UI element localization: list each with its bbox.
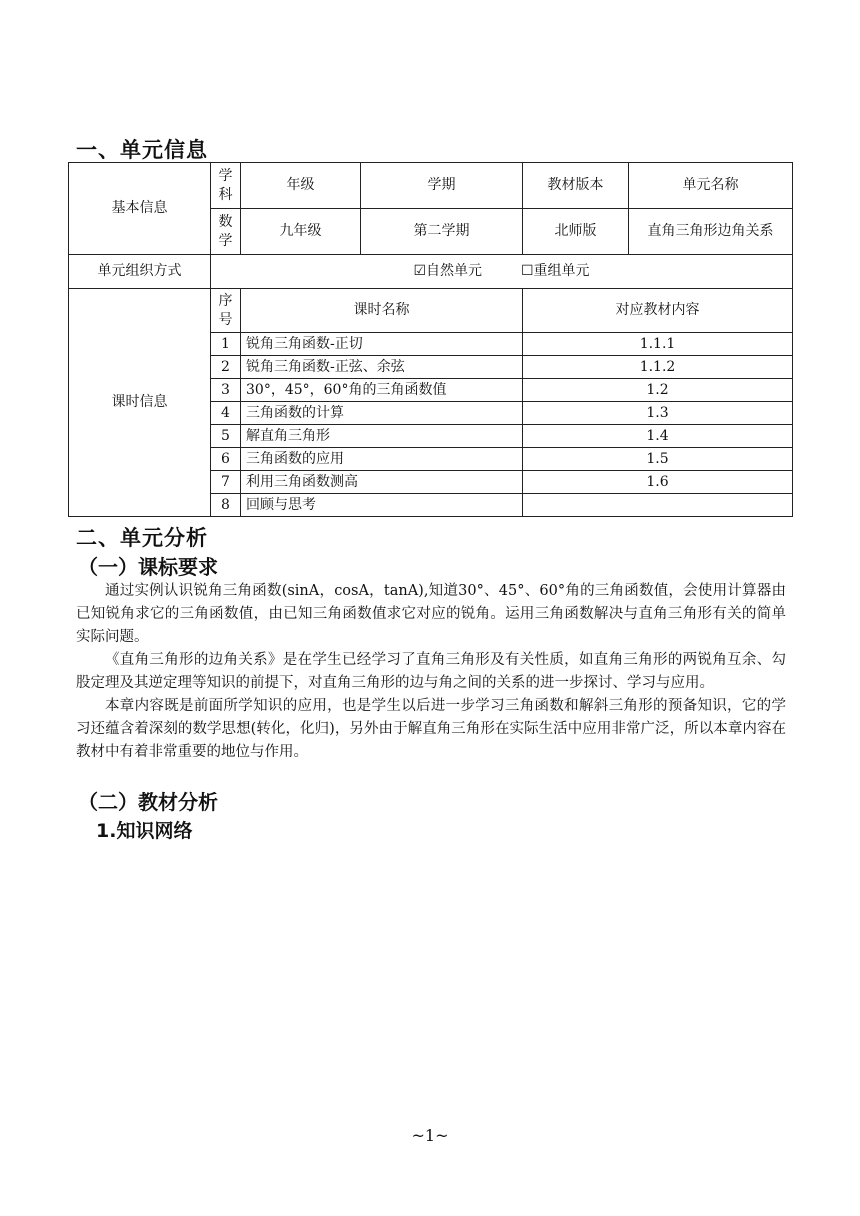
lesson-content: 1.4 bbox=[523, 425, 793, 448]
lesson-content: 1.5 bbox=[523, 448, 793, 471]
head-subject: 学科 bbox=[211, 163, 241, 209]
lesson-name: 回顾与思考 bbox=[241, 494, 523, 517]
lesson-no: 3 bbox=[211, 379, 241, 402]
lesson-content: 1.1.2 bbox=[523, 356, 793, 379]
unit-info-table bbox=[68, 162, 793, 517]
value-term: 第二学期 bbox=[361, 209, 523, 255]
lesson-content: 1.3 bbox=[523, 402, 793, 425]
lesson-no: 6 bbox=[211, 448, 241, 471]
value-edition: 北师版 bbox=[523, 209, 629, 255]
lesson-head-content: 对应教材内容 bbox=[523, 289, 793, 333]
lesson-content: 1.1.1 bbox=[523, 333, 793, 356]
value-unit-name: 直角三角形边角关系 bbox=[629, 209, 793, 255]
lesson-head-no: 序号 bbox=[211, 289, 241, 333]
lesson-no: 1 bbox=[211, 333, 241, 356]
paragraph: 通过实例认识锐角三角函数(sinA，cosA，tanA),知道30°、45°、60°角的三角函数值，会使用计算器由已知锐角求它的三角函数值，由已知三角函数值求它对应的锐角。运用三角函数解决与直角三角形有关的简单实际问题。 bbox=[76, 583, 786, 645]
subsection-title-curriculum: （一）课标要求 bbox=[78, 555, 218, 579]
lesson-no: 4 bbox=[211, 402, 241, 425]
lesson-name: 锐角三角函数-正切 bbox=[241, 333, 523, 356]
section-title-unit-analysis: 二、单元分析 bbox=[76, 526, 208, 550]
org-label: 单元组织方式 bbox=[69, 255, 211, 289]
subsection-title-textbook: （二）教材分析 bbox=[78, 790, 218, 814]
lesson-no: 5 bbox=[211, 425, 241, 448]
lesson-no: 7 bbox=[211, 471, 241, 494]
lesson-info-label: 课时信息 bbox=[69, 289, 211, 517]
lesson-content bbox=[523, 494, 793, 517]
item-knowledge-network: 1.知识网络 bbox=[96, 820, 193, 842]
lesson-name: 利用三角函数测高 bbox=[241, 471, 523, 494]
lesson-name: 三角函数的应用 bbox=[241, 448, 523, 471]
basic-info-label: 基本信息 bbox=[69, 163, 211, 255]
page-number: ~1~ bbox=[411, 1126, 449, 1145]
lesson-head-name: 课时名称 bbox=[241, 289, 523, 333]
lesson-no: 8 bbox=[211, 494, 241, 517]
lesson-name: 解直角三角形 bbox=[241, 425, 523, 448]
lesson-content: 1.6 bbox=[523, 471, 793, 494]
head-term: 学期 bbox=[361, 163, 523, 209]
value-subject: 数学 bbox=[211, 209, 241, 255]
section-title-unit-info: 一、单元信息 bbox=[76, 138, 208, 162]
lesson-content: 1.2 bbox=[523, 379, 793, 402]
lesson-name: 锐角三角函数-正弦、余弦 bbox=[241, 356, 523, 379]
paragraph: 《直角三角形的边角关系》是在学生已经学习了直角三角形及有关性质，如直角三角形的两锐角互余、勾股定理及其逆定理等知识的前提下，对直角三角形的边与角之间的关系的进一步探讨、学习与应用。 bbox=[76, 652, 786, 691]
paragraph: 本章内容既是前面所学知识的应用，也是学生以后进一步学习三角函数和解斜三角形的预备知识，它的学习还蕴含着深刻的数学思想(转化，化归)，另外由于解直角三角形在实际生活中应用非常广泛，所以本章内容在教材中有着非常重要的地位与作用。 bbox=[76, 698, 786, 760]
value-grade: 九年级 bbox=[241, 209, 361, 255]
org-options bbox=[211, 255, 793, 289]
head-grade: 年级 bbox=[241, 163, 361, 209]
lesson-name: 30°，45°，60°角的三角函数值 bbox=[241, 379, 523, 402]
lesson-no: 2 bbox=[211, 356, 241, 379]
curriculum-text bbox=[76, 580, 786, 764]
head-edition: 教材版本 bbox=[523, 163, 629, 209]
lesson-name: 三角函数的计算 bbox=[241, 402, 523, 425]
org-natural-option: ☑自然单元 bbox=[413, 263, 483, 279]
head-unit-name: 单元名称 bbox=[629, 163, 793, 209]
org-regroup-option: ☐重组单元 bbox=[520, 263, 590, 279]
